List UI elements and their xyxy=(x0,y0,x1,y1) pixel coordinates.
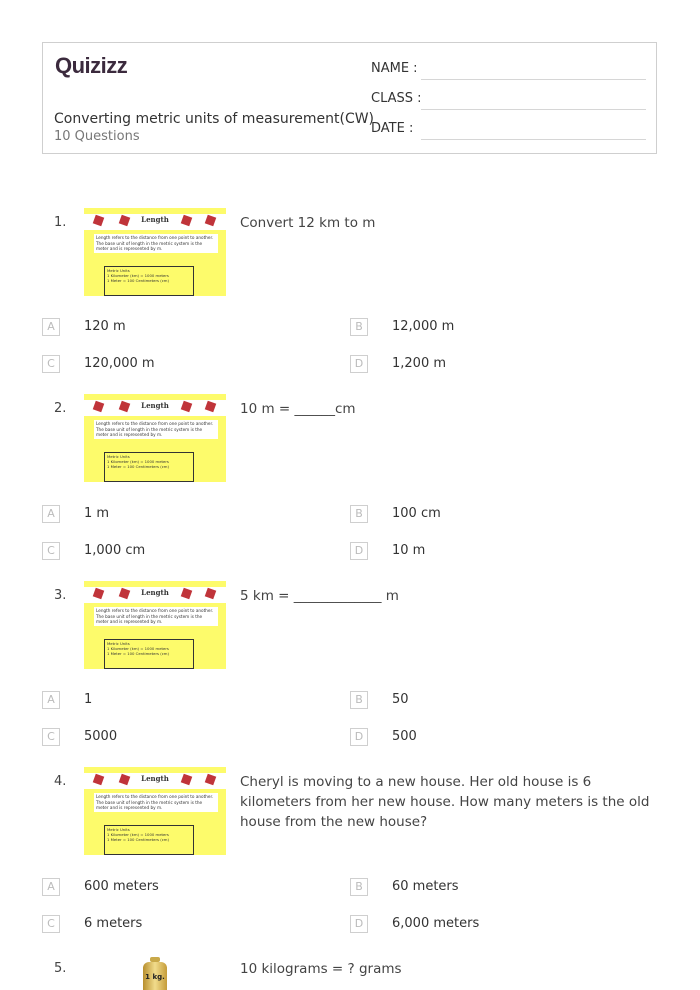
class-field[interactable] xyxy=(421,109,646,110)
name-label: NAME : xyxy=(371,61,418,76)
length-info-image: Length Length refers to the distance from one point to another. The base unit of length in the metric system is the meter and is represented by m. Metric Units 1 Kilometer (km) = 1000 meters 1 Meter = 100 Centimeters (cm) xyxy=(84,767,226,855)
date-label: DATE : xyxy=(371,121,414,136)
question-text: 5 km = _____________ m xyxy=(240,588,399,604)
question-text: Cheryl is moving to a new house. Her old house is 6 kilometers from her new house. How many meters is the old house from the new house? xyxy=(240,774,650,830)
quizizz-logo: Quizizz xyxy=(55,53,128,78)
worksheet-header xyxy=(42,42,657,154)
question-text: 10 m = ______cm xyxy=(240,401,356,417)
worksheet-title: Converting metric units of measurement(CW) xyxy=(54,111,375,127)
length-info-image: Length Length refers to the distance from one point to another. The base unit of length in the metric system is the meter and is represented by m. Metric Units 1 Kilometer (km) = 1000 meters 1 Meter = 100 Centimeters (cm) xyxy=(84,581,226,669)
question-number: 4. xyxy=(54,774,67,789)
question-number: 2. xyxy=(54,401,67,416)
class-label: CLASS : xyxy=(371,91,422,106)
length-info-image: Length Length refers to the distance from one point to another. The base unit of length in the metric system is the meter and is represented by m. Metric Units 1 Kilometer (km) = 1000 meters 1 Meter = 100 Centimeters (cm) xyxy=(84,208,226,296)
question-number: 5. xyxy=(54,961,67,976)
kilogram-weight-image: 1 kg. xyxy=(141,957,169,990)
question-count: 10 Questions xyxy=(54,129,140,144)
question-text: Convert 12 km to m xyxy=(240,215,376,231)
question-number: 3. xyxy=(54,588,67,603)
length-info-image: Length Length refers to the distance from one point to another. The base unit of length in the metric system is the meter and is represented by m. Metric Units 1 Kilometer (km) = 1000 meters 1 Meter = 100 Centimeters (cm) xyxy=(84,394,226,482)
question-number: 1. xyxy=(54,215,67,230)
name-field[interactable] xyxy=(421,79,646,80)
date-field[interactable] xyxy=(421,139,646,140)
question-text: 10 kilograms = ? grams xyxy=(240,961,402,977)
